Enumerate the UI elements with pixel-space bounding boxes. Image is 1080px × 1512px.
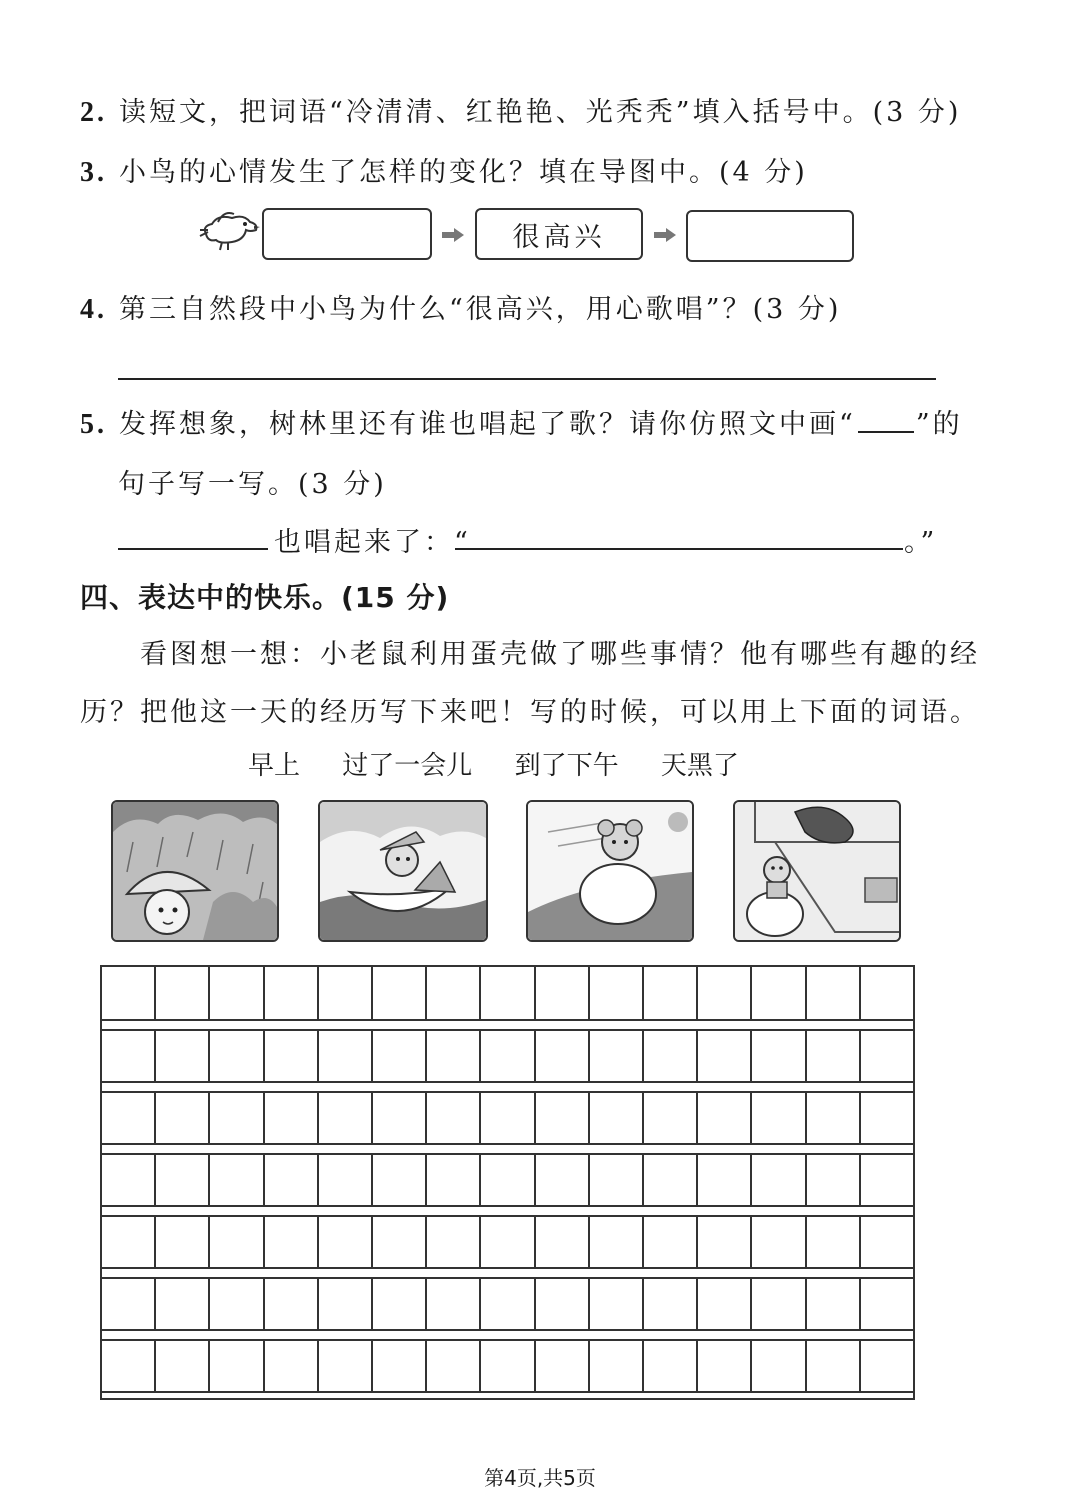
grid-cell[interactable]: [536, 1279, 590, 1329]
grid-cell[interactable]: [481, 1217, 535, 1267]
picture-egg-house: [733, 800, 901, 942]
grid-cell[interactable]: [265, 1093, 319, 1143]
grid-cell[interactable]: [752, 1279, 806, 1329]
grid-cell[interactable]: [536, 1155, 590, 1205]
grid-row[interactable]: [102, 967, 913, 1021]
word-item: 过了一会儿: [342, 751, 473, 781]
grid-cell[interactable]: [590, 1217, 644, 1267]
question-number: 5.: [80, 409, 107, 440]
grid-row[interactable]: [102, 1091, 913, 1145]
grid-cell[interactable]: [698, 1093, 752, 1143]
grid-row[interactable]: [102, 1153, 913, 1207]
grid-cell[interactable]: [481, 1155, 535, 1205]
grid-cell[interactable]: [481, 967, 535, 1019]
grid-cell[interactable]: [210, 1155, 264, 1205]
grid-cell[interactable]: [373, 1217, 427, 1267]
fill-mid-text: 也唱起来了：“: [274, 527, 471, 558]
grid-row[interactable]: [102, 1029, 913, 1083]
writing-grid[interactable]: [100, 965, 915, 1400]
bird-icon: [198, 208, 260, 254]
grid-cell[interactable]: [427, 967, 481, 1019]
grid-cell[interactable]: [861, 1341, 913, 1391]
grid-cell[interactable]: [807, 1155, 861, 1205]
q5-fill-mid: [274, 520, 471, 559]
picture-boat-sailing: [318, 800, 488, 942]
grid-cell[interactable]: [210, 1093, 264, 1143]
grid-cell[interactable]: [265, 1341, 319, 1391]
grid-cell[interactable]: [156, 1217, 210, 1267]
grid-cell[interactable]: [373, 967, 427, 1019]
arrow-right-icon: [654, 228, 676, 242]
grid-cell[interactable]: [319, 1031, 373, 1081]
grid-cell[interactable]: [861, 1155, 913, 1205]
grid-cell[interactable]: [807, 1279, 861, 1329]
grid-cell[interactable]: [644, 1341, 698, 1391]
grid-cell[interactable]: [536, 1031, 590, 1081]
question-5: [80, 402, 963, 441]
grid-cell[interactable]: [644, 1093, 698, 1143]
grid-cell[interactable]: [481, 1279, 535, 1329]
grid-cell[interactable]: [752, 967, 806, 1019]
grid-cell[interactable]: [156, 1093, 210, 1143]
grid-cell[interactable]: [481, 1031, 535, 1081]
grid-cell[interactable]: [156, 1031, 210, 1081]
question-3: [80, 150, 808, 189]
grid-cell[interactable]: [752, 1093, 806, 1143]
grid-cell[interactable]: [644, 1279, 698, 1329]
page-number: 第4页,共5页: [484, 1466, 596, 1490]
grid-cell[interactable]: [861, 1279, 913, 1329]
section-prompt-line1: [140, 632, 980, 671]
grid-cell[interactable]: [265, 1155, 319, 1205]
grid-cell[interactable]: [373, 1031, 427, 1081]
grid-cell[interactable]: [373, 1341, 427, 1391]
grid-cell[interactable]: [698, 967, 752, 1019]
grid-cell[interactable]: [102, 1279, 156, 1329]
question-text: 句子写一写。(3 分): [118, 469, 387, 500]
grid-cell[interactable]: [373, 1279, 427, 1329]
question-5-line2: [118, 462, 387, 501]
grid-cell[interactable]: [644, 1031, 698, 1081]
grid-cell[interactable]: [427, 1031, 481, 1081]
grid-cell[interactable]: [102, 967, 156, 1019]
question-4: [80, 287, 841, 326]
grid-cell[interactable]: [698, 1031, 752, 1081]
grid-cell[interactable]: [861, 1031, 913, 1081]
grid-cell[interactable]: [102, 1341, 156, 1391]
grid-cell[interactable]: [102, 1217, 156, 1267]
grid-cell[interactable]: [265, 1031, 319, 1081]
grid-cell[interactable]: [427, 1155, 481, 1205]
picture-egg-slide: [526, 800, 694, 942]
arrow-right-icon: [442, 228, 464, 242]
grid-cell[interactable]: [481, 1093, 535, 1143]
grid-cell[interactable]: [427, 1217, 481, 1267]
grid-cell[interactable]: [319, 967, 373, 1019]
grid-cell[interactable]: [644, 1155, 698, 1205]
grid-cell[interactable]: [861, 1217, 913, 1267]
prompt-text: 历？把他这一天的经历写下来吧！写的时候，可以用上下面的词语。: [80, 697, 980, 728]
grid-cell[interactable]: [102, 1155, 156, 1205]
question-2: [80, 90, 961, 129]
grid-cell[interactable]: [807, 1341, 861, 1391]
grid-row[interactable]: [102, 1215, 913, 1269]
grid-cell[interactable]: [319, 1279, 373, 1329]
flow-box-middle: [475, 208, 643, 260]
prompt-text: 看图想一想：小老鼠利用蛋壳做了哪些事情？他有哪些有趣的经: [140, 639, 980, 670]
grid-cell[interactable]: [590, 1155, 644, 1205]
grid-cell[interactable]: [590, 1279, 644, 1329]
grid-cell[interactable]: [752, 1217, 806, 1267]
grid-cell[interactable]: [265, 1279, 319, 1329]
grid-cell[interactable]: [752, 1341, 806, 1391]
grid-cell[interactable]: [807, 1217, 861, 1267]
flow-answer-box-2[interactable]: [686, 210, 854, 262]
grid-cell[interactable]: [427, 1093, 481, 1143]
grid-cell[interactable]: [861, 967, 913, 1019]
question-text-b: ”的: [915, 409, 963, 440]
grid-cell[interactable]: [590, 1031, 644, 1081]
grid-cell[interactable]: [644, 967, 698, 1019]
word-item: 天黑了: [660, 751, 739, 781]
answer-line-q5-subject[interactable]: [118, 548, 268, 550]
grid-row[interactable]: [102, 1277, 913, 1331]
grid-cell[interactable]: [752, 1031, 806, 1081]
question-text: 读短文，把词语“冷清清、红艳艳、光秃秃”填入括号中。(3 分): [119, 97, 962, 128]
question-text-a: 发挥想象，树林里还有谁也唱起了歌？请你仿照文中画“: [119, 409, 856, 440]
grid-cell[interactable]: [102, 1031, 156, 1081]
grid-cell[interactable]: [156, 967, 210, 1019]
grid-cell[interactable]: [319, 1341, 373, 1391]
underline-sample: [858, 409, 914, 433]
grid-cell[interactable]: [536, 967, 590, 1019]
grid-cell[interactable]: [210, 1341, 264, 1391]
fill-end-text: 。”: [904, 527, 938, 558]
grid-cell[interactable]: [698, 1217, 752, 1267]
flow-answer-box-1[interactable]: [262, 208, 432, 260]
grid-cell[interactable]: [536, 1341, 590, 1391]
grid-cell[interactable]: [807, 1093, 861, 1143]
grid-cell[interactable]: [536, 1093, 590, 1143]
grid-cell[interactable]: [210, 967, 264, 1019]
grid-cell[interactable]: [590, 967, 644, 1019]
grid-cell[interactable]: [590, 1341, 644, 1391]
grid-cell[interactable]: [319, 1155, 373, 1205]
picture-rain-umbrella: [111, 800, 279, 942]
grid-cell[interactable]: [156, 1155, 210, 1205]
grid-cell[interactable]: [210, 1217, 264, 1267]
grid-cell[interactable]: [373, 1093, 427, 1143]
grid-cell[interactable]: [807, 1031, 861, 1081]
grid-cell[interactable]: [698, 1341, 752, 1391]
word-item: 早上: [248, 751, 301, 781]
grid-cell[interactable]: [536, 1217, 590, 1267]
question-number: 3.: [80, 157, 107, 188]
grid-cell[interactable]: [861, 1093, 913, 1143]
question-text: 第三自然段中小鸟为什么“很高兴，用心歌唱”？(3 分): [119, 294, 842, 325]
grid-cell[interactable]: [807, 967, 861, 1019]
grid-cell[interactable]: [427, 1279, 481, 1329]
word-bank: [248, 745, 739, 782]
question-number: 2.: [80, 97, 107, 128]
grid-cell[interactable]: [265, 967, 319, 1019]
question-number: 4.: [80, 294, 107, 325]
grid-cell[interactable]: [210, 1279, 264, 1329]
grid-cell[interactable]: [698, 1155, 752, 1205]
grid-cell[interactable]: [210, 1031, 264, 1081]
question-text: 小鸟的心情发生了怎样的变化？填在导图中。(4 分): [119, 157, 808, 188]
section-title: 四、表达中的快乐。(15 分): [80, 581, 450, 614]
q5-fill-end: [904, 520, 937, 559]
grid-cell[interactable]: [590, 1093, 644, 1143]
grid-cell[interactable]: [319, 1093, 373, 1143]
grid-cell[interactable]: [481, 1341, 535, 1391]
grid-cell[interactable]: [644, 1217, 698, 1267]
word-item: 到了下午: [514, 751, 619, 781]
answer-line-q5-song[interactable]: [455, 548, 903, 550]
grid-cell[interactable]: [156, 1341, 210, 1391]
grid-cell[interactable]: [156, 1279, 210, 1329]
answer-line-q4[interactable]: [118, 378, 936, 380]
grid-cell[interactable]: [698, 1279, 752, 1329]
grid-cell[interactable]: [265, 1217, 319, 1267]
grid-cell[interactable]: [373, 1155, 427, 1205]
grid-cell[interactable]: [752, 1155, 806, 1205]
grid-cell[interactable]: [319, 1217, 373, 1267]
flow-box-middle-text: 很高兴: [512, 221, 606, 253]
grid-cell[interactable]: [427, 1341, 481, 1391]
section-prompt-line2: [80, 690, 980, 729]
grid-row[interactable]: [102, 1339, 913, 1393]
grid-cell[interactable]: [102, 1093, 156, 1143]
